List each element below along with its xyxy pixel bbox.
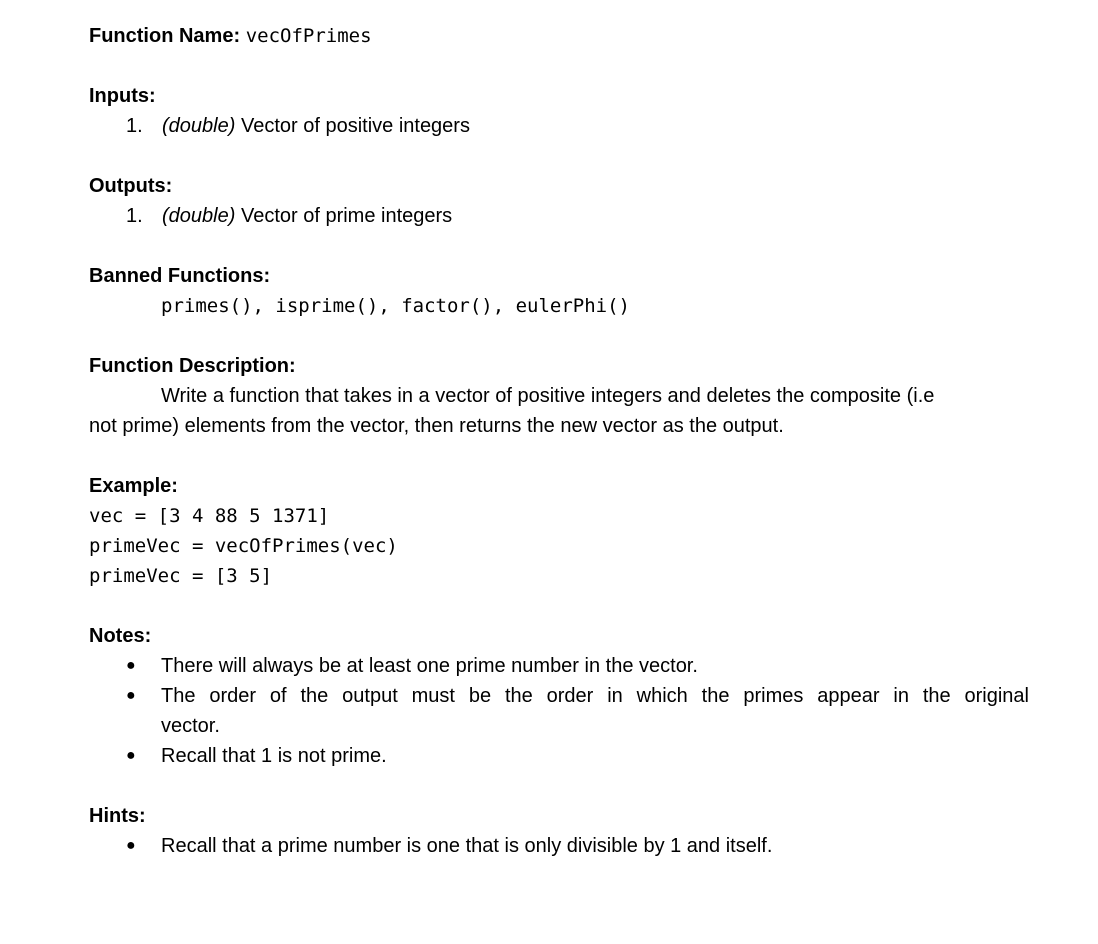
example-code-line-3: primeVec = [3 5] bbox=[89, 565, 273, 587]
bullet-icon: ● bbox=[126, 657, 136, 674]
example-code-line-2: primeVec = vecOfPrimes(vec) bbox=[89, 535, 398, 557]
function-name-label: Function Name: bbox=[89, 25, 241, 47]
function-description-heading: Function Description: bbox=[89, 355, 296, 377]
hints-heading: Hints: bbox=[89, 805, 146, 827]
outputs-item-number: 1. bbox=[126, 205, 143, 227]
notes-item-text-continued: vector. bbox=[161, 715, 220, 737]
notes-item-text: The order of the output must be the order in which the primes appear in the original bbox=[161, 685, 1029, 707]
assignment-document bbox=[89, 21, 1029, 861]
banned-functions-heading: Banned Functions: bbox=[89, 265, 271, 287]
banned-functions-list-row bbox=[89, 291, 1029, 321]
function-name-row bbox=[89, 21, 1029, 51]
function-description-line-1: Write a function that takes in a vector of positive integers and deletes the composite (i.e bbox=[161, 385, 935, 407]
function-name-value: vecOfPrimes bbox=[245, 25, 372, 47]
notes-item bbox=[89, 651, 1029, 681]
banned-functions-list: primes(), isprime(), factor(), eulerPhi() bbox=[161, 295, 630, 317]
inputs-item-type: (double) bbox=[162, 115, 236, 137]
bullet-icon: ● bbox=[126, 747, 136, 764]
inputs-item bbox=[89, 111, 1029, 141]
notes-item bbox=[89, 741, 1029, 771]
function-description-line-2: not prime) elements from the vector, then returns the new vector as the output. bbox=[89, 415, 784, 437]
notes-item-text: Recall that 1 is not prime. bbox=[161, 745, 387, 767]
outputs-item-type: (double) bbox=[162, 205, 236, 227]
hints-item-text: Recall that a prime number is one that is only divisible by 1 and itself. bbox=[161, 835, 773, 857]
hints-item bbox=[89, 831, 1029, 861]
inputs-item-text: Vector of positive integers bbox=[240, 115, 470, 137]
inputs-heading: Inputs: bbox=[89, 85, 156, 107]
outputs-item bbox=[89, 201, 1029, 231]
bullet-icon: ● bbox=[126, 837, 136, 854]
notes-item-text: There will always be at least one prime number in the vector. bbox=[161, 655, 698, 677]
example-code-line-1: vec = [3 4 88 5 1371] bbox=[89, 505, 330, 527]
outputs-item-text: Vector of prime integers bbox=[240, 205, 453, 227]
inputs-item-number: 1. bbox=[126, 115, 143, 137]
example-heading: Example: bbox=[89, 475, 178, 497]
notes-item bbox=[89, 681, 1029, 741]
outputs-heading: Outputs: bbox=[89, 175, 173, 197]
bullet-icon: ● bbox=[126, 687, 136, 704]
notes-heading: Notes: bbox=[89, 625, 152, 647]
